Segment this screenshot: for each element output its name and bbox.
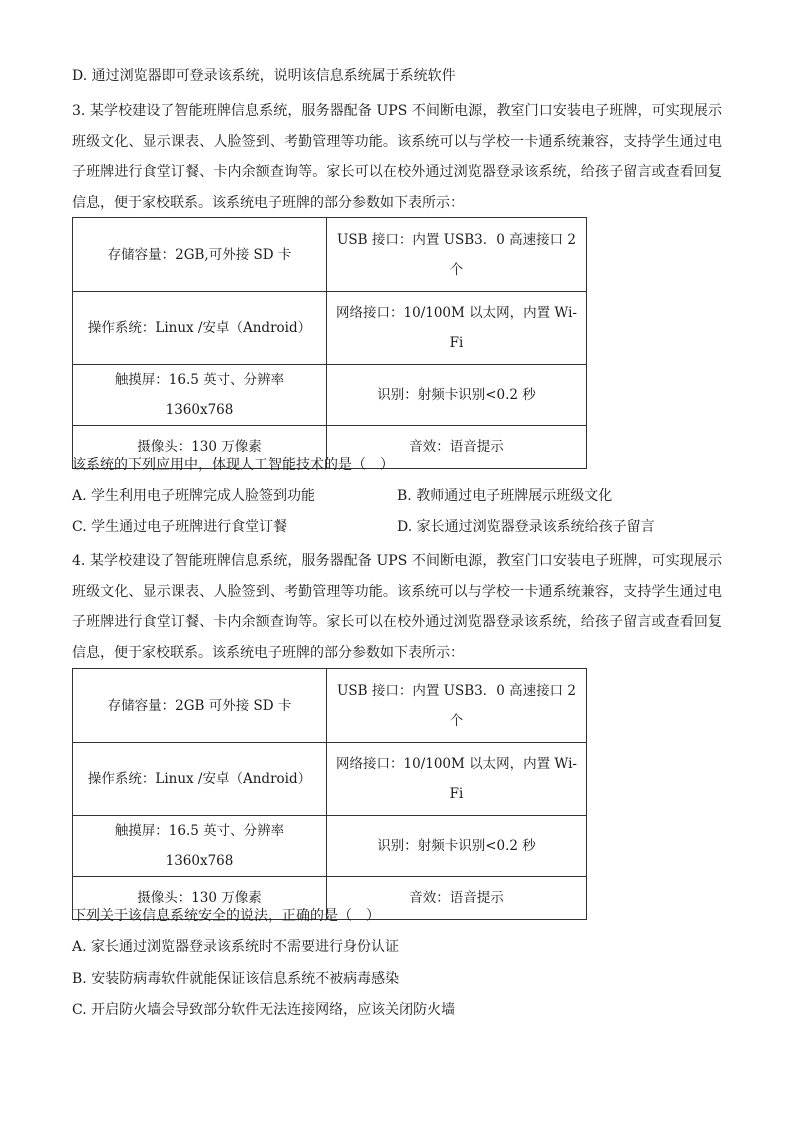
table-cell: 存储容量：2GB 可外接 SD 卡 [73, 669, 327, 743]
table-cell: 音效：语音提示 [327, 426, 587, 469]
table-cell: 操作系统：Linux /安卓（Android） [73, 292, 327, 365]
table-cell: 触摸屏：16.5 英寸、分辨率 1360x768 [73, 365, 327, 426]
table-cell: 识别：射频卡识别<0.2 秒 [327, 365, 587, 426]
table-cell: 摄像头：130 万像素 [73, 877, 327, 920]
q3-option-b: B. 教师通过电子班牌展示班级文化 [397, 488, 613, 504]
q3-question: 该系统的下列应用中，体现人工智能技术的是（ ） [72, 457, 394, 473]
q3-spec-table [72, 217, 587, 469]
table-cell: USB 接口：内置 USB3．0 高速接口 2 个 [327, 669, 587, 743]
table-row [73, 743, 587, 816]
table-cell: 存储容量：2GB,可外接 SD 卡 [73, 218, 327, 292]
table-row [73, 816, 587, 877]
table-cell: 识别：射频卡识别<0.2 秒 [327, 816, 587, 877]
q3-option-c: C. 学生通过电子班牌进行食堂订餐 [72, 519, 288, 535]
q3-option-a: A. 学生利用电子班牌完成人脸签到功能 [72, 488, 316, 504]
table-cell: 音效：语音提示 [327, 877, 587, 920]
table-cell: USB 接口：内置 USB3．0 高速接口 2 个 [327, 218, 587, 292]
q3-option-d: D. 家长通过浏览器登录该系统给孩子留言 [397, 519, 655, 535]
table-row [73, 365, 587, 426]
q4-question: 下列关于该信息系统安全的说法，正确的是（ ） [72, 908, 380, 924]
table-row [73, 218, 587, 292]
q4-spec-table [72, 668, 587, 920]
q3-stem: 3. 某学校建设了智能班牌信息系统，服务器配备 UPS 不间断电源，教室门口安装电子班牌，可实现展示班级文化、显示课表、人脸签到、考勤管理等功能。该系统可以与学校一卡通系统兼容，支持学生通过电子班牌进行食堂订餐、卡内余额查询等。家长可以在校外通过浏览器登录该系统，给孩子留言或查看回复信息，便于家校联系。该系统电子班牌的部分参数如下表所示： [72, 103, 722, 211]
table-row [73, 292, 587, 365]
table-cell: 操作系统：Linux /安卓（Android） [73, 743, 327, 816]
table-row [73, 669, 587, 743]
table-cell: 摄像头：130 万像素 [73, 426, 327, 469]
q4-option-b: B. 安装防病毒软件就能保证该信息系统不被病毒感染 [72, 971, 400, 987]
q2-option-d: D. 通过浏览器即可登录该系统，说明该信息系统属于系统软件 [72, 68, 456, 84]
q4-option-a: A. 家长通过浏览器登录该系统时不需要进行身份认证 [72, 939, 400, 955]
table-cell: 触摸屏：16.5 英寸、分辨率 1360x768 [73, 816, 327, 877]
q4-stem: 4. 某学校建设了智能班牌信息系统，服务器配备 UPS 不间断电源，教室门口安装电子班牌，可实现展示班级文化、显示课表、人脸签到、考勤管理等功能。该系统可以与学校一卡通系统兼容，支持学生通过电子班牌进行食堂订餐、卡内余额查询等。家长可以在校外通过浏览器登录该系统，给孩子留言或查看回复信息，便于家校联系。该系统电子班牌的部分参数如下表所示： [72, 553, 722, 661]
table-cell: 网络接口：10/100M 以太网，内置 Wi-Fi [327, 743, 587, 816]
q4-option-c: C. 开启防火墙会导致部分软件无法连接网络，应该关闭防火墙 [72, 1002, 456, 1018]
table-cell: 网络接口：10/100M 以太网，内置 Wi-Fi [327, 292, 587, 365]
